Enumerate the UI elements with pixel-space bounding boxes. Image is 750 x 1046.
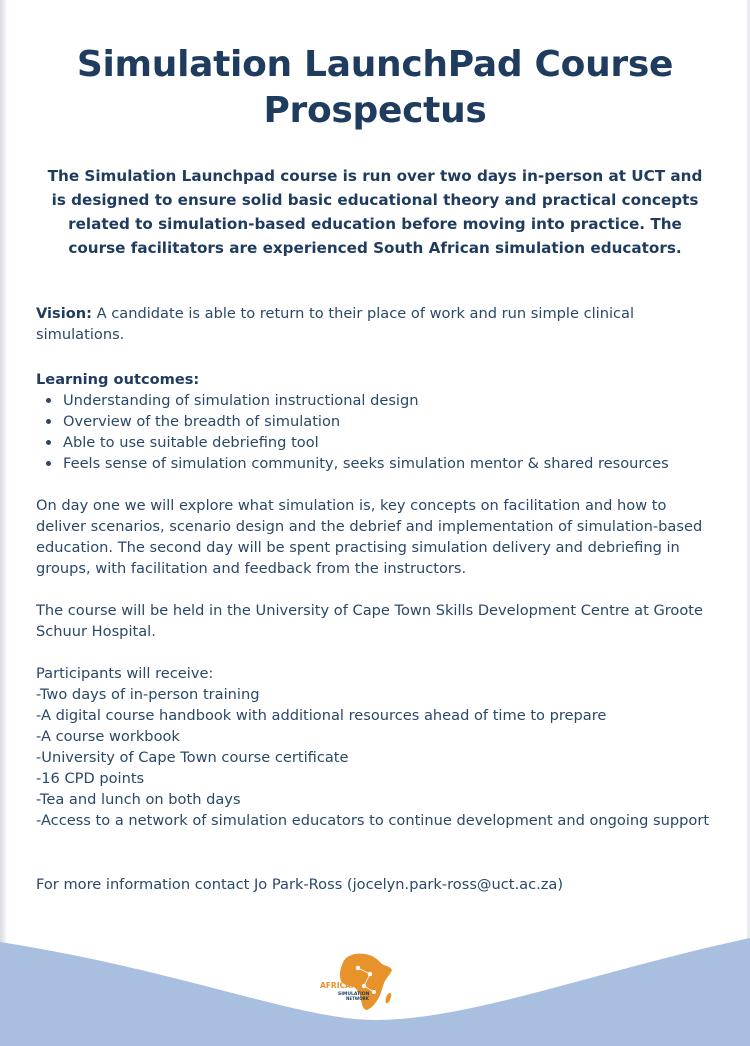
intro-paragraph: The Simulation Launchpad course is run over two days in-person at UCT and is designed to ensure solid basic educational theory and practical concepts related to simulation-based education before moving into practice. The course facilitators are experienced South African simulation educators. (47, 167, 703, 257)
bullet-icon (46, 419, 51, 424)
list-item: -A course workbook (36, 728, 180, 745)
bullet-icon (46, 461, 51, 466)
learning-outcomes-list (36, 390, 716, 474)
list-item: -Tea and lunch on both days (36, 791, 241, 808)
page-left-edge (0, 0, 6, 1046)
list-item: -Two days of in-person training (36, 686, 260, 703)
contact-paragraph: For more information contact Jo Park-Ross (jocelyn.park-ross@uct.ac.za) (36, 876, 564, 893)
list-item: -A digital course handbook with additional resources ahead of time to prepare (36, 707, 607, 724)
list-item (60, 432, 716, 453)
venue-paragraph: The course will be held in the University of Cape Town Skills Development Centre at Groote Schuur Hospital. (36, 602, 703, 640)
madagascar-icon (386, 993, 392, 1003)
list-item: -16 CPD points (36, 770, 145, 787)
list-item-text: Understanding of simulation instructional design (63, 392, 419, 409)
african-simulation-network-logo (318, 948, 408, 1014)
day-description: On day one we will explore what simulation is, key concepts on facilitation and how to deliver scenarios, scenario design and the debrief and implementation of simulation-based education. The second day will be spent practising simulation delivery and debriefing in groups, with facilitation and feedback from the instructors. (36, 497, 703, 577)
list-item (60, 390, 716, 411)
list-item (60, 453, 716, 474)
logo-line-2: SIMULATION (338, 992, 370, 997)
list-item: -Access to a network of simulation educators to continue development and ongoing support (36, 812, 710, 829)
list-item-text: Feels sense of simulation community, seeks simulation mentor & shared resources (63, 455, 669, 472)
participants-heading: Participants will receive: (36, 665, 214, 682)
list-item-text: Able to use suitable debriefing tool (63, 434, 319, 451)
learning-outcomes-heading: Learning outcomes: (36, 371, 200, 388)
participants-section (36, 663, 716, 831)
list-item: -University of Cape Town course certificate (36, 749, 349, 766)
bullet-icon (46, 398, 51, 403)
page-title: Simulation LaunchPad Course Prospectus (76, 44, 674, 131)
bullet-icon (46, 440, 51, 445)
vision-text: A candidate is able to return to their place of work and run simple clinical simulations. (36, 305, 635, 343)
logo-line-1: AFRICAN (320, 981, 358, 990)
learning-outcomes (36, 369, 716, 474)
list-item (60, 411, 716, 432)
logo-line-3: NETWORK (346, 996, 369, 1001)
list-item-text: Overview of the breadth of simulation (63, 413, 341, 430)
vision-paragraph (36, 303, 716, 345)
vision-label: Vision: (36, 305, 92, 322)
